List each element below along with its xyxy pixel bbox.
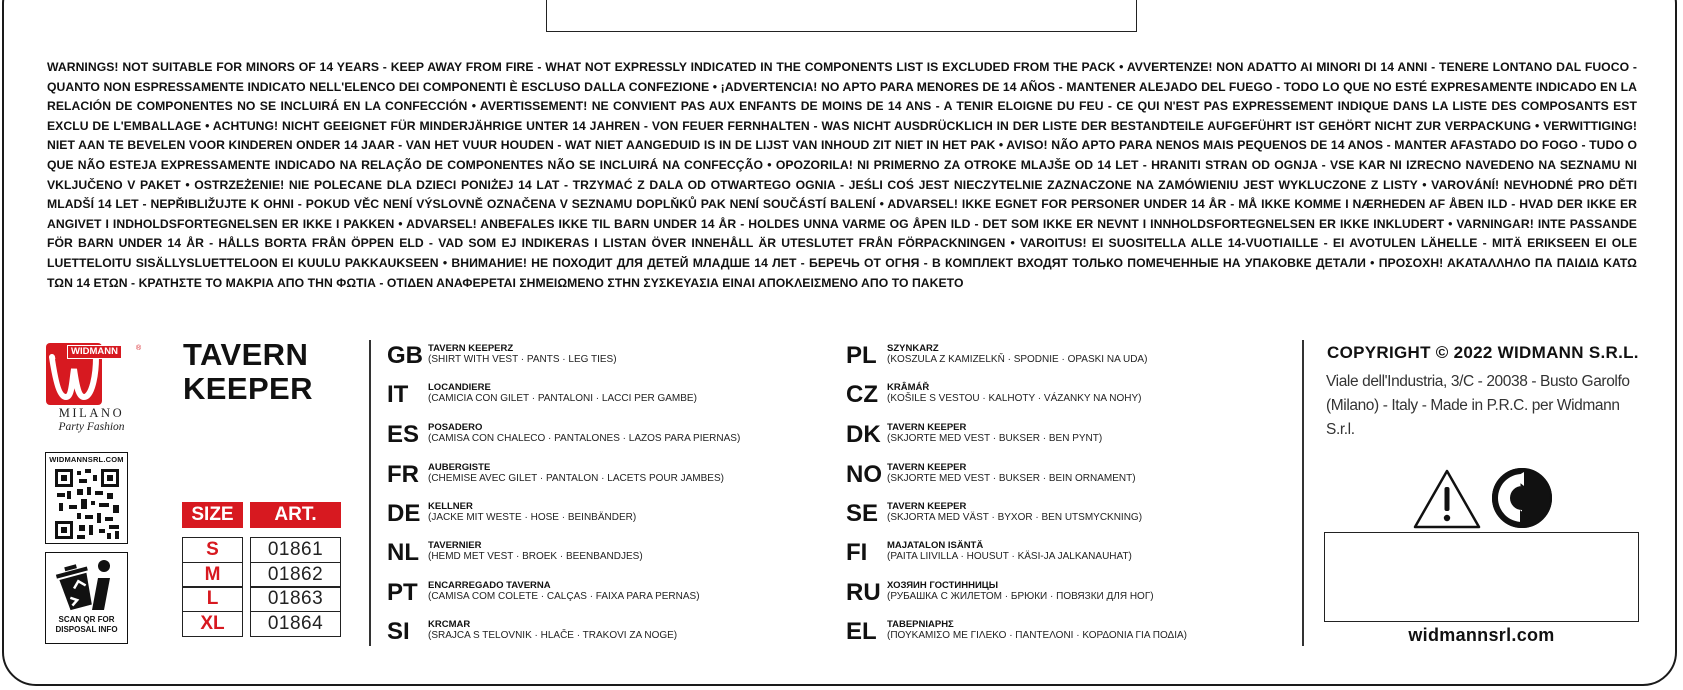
lang-desc: (CHEMISE AVEC GILET · PANTALON · LACETS POUR JAMBES) xyxy=(428,473,724,484)
top-box xyxy=(546,0,1137,32)
scan-line-1: SCAN QR FOR xyxy=(58,615,115,624)
widmann-logo xyxy=(44,343,144,435)
address-line-2: (Milano) - Italy - Made in P.R.C. per Widmann S.r.l. xyxy=(1326,397,1620,438)
lang-desc: (ΠΟΥΚΑΜΙΣΟ ΜΕ ΓΙΛΕΚΟ · ΠΑΝΤΕΛΟΝΙ · ΚΟΡΔΟΝΙΑ ΓΙΑ ΠΟΔΙΑ) xyxy=(887,630,1187,641)
lang-code: CZ xyxy=(846,381,878,408)
copyright-text: COPYRIGHT © 2022 WIDMANN S.R.L. xyxy=(1327,343,1639,362)
qr-site: WIDMANNSRL.COM xyxy=(49,455,124,464)
lang-desc: (SKJORTE MED VEST · BUKSER · BEN PYNT) xyxy=(887,433,1103,444)
lang-name: TAVERN KEEPERZ xyxy=(428,343,514,354)
size-cell: XL xyxy=(182,611,243,637)
warnings-text: WARNINGS! NOT SUITABLE FOR MINORS OF 14 YEARS - KEEP AWAY FROM FIRE - WHAT NOT EXPRESSLY INDICATED IN THE COMPONENTS LIST IS EXCLUDED FROM THE PACK • AVVERTENZE! NON ADATTO AI MINORI DI 14 ANNI - TENERE LONTANO DAL FUOCO - QUANTO NON ESPRESSAMENTE INDICATO NELL'ELENCO DEI COMPONENTI È ESCLUSO DALLA CONFEZIONE • ¡ADVERTENCIA! NO APTO PARA MENORES DE 14 AÑOS - MANTENER ALEJADO DEL FUEGO - TODO LO QUE NO ESTÉ EXPRESAMENTE INDICADO EN LA RELACIÓN DE COMPONENTES NO SE INCLUIRÁ EN LA CONFECCIÓN • AVERTISSEMENT! NE CONVIENT PAS AUX ENFANTS DE MOINS DE 14 ANS - A TENIR ELOIGNE DU FEU - CE QUI N'EST PAS EXPRESSEMENT INDIQUE DANS LA LISTE DES COMPOSANTS EST EXCLU DE L'EMBALLAGE • ACHTUNG! NICHT GEEIGNET FÜR MINDERJÄHRIGE UNTER 14 JAHREN - VON FEUER FERNHALTEN - WAS NICHT AUSDRÜCKLICH IN DER LISTE DER BESTANDTEILE AUFGEFÜHRT IST GEHÖRT NICHT ZUR VERPACKUNG • VERWITTIGING! NIET AAN TE BEVELEN VOOR KINDEREN ONDER 14 JAAR - VAN HET VUUR HOUDEN - WAT NIET AANGEDUID IS IN DE LIJST VAN INHOUD ZIT NIET IN HET PAK • AVISO! NÃO APTO PARA NENOS MAIS PEQUENOS DE 14 ANOS - MANTER AFASTADO DO FOGO - TUDO O QUE NÃO ESTEJA EXPRESSAMENTE INDICADO NA RELAÇÃO DE COMPONENTES NÃO SE INCLUIRÁ NA CONFECÇÃO • OPOZORILA! NI PRIMERNO ZA OTROKE MLAJŠE OD 14 LET - HRANITI STRAN OD OGNJA - VSE KAR NI IZRECNO NAVEDENO NA SEZNAMU NI VKLJUČENO V PAKET • OSTRZEŻENIE! NIE POLECANE DLA DZIECI PONIŻEJ 14 LAT - TRZYMAĆ Z DALA OD OTWARTEGO OGNIA - JEŚLI COŚ JEST NIECZYTELNIE ZAZNACZONE NA ZAMÓWIENIU JEST WYKLUCZONE Z LISTY • VAROVÁNÍ! NEVHODNÉ PRO DĚTI MLADŠÍ 14 LET - NEPŘIBLIŽUJTE K OHNI - POKUD VĚC NENÍ VÝSLOVNĚ OZNAČENA V SEZNAMU DOPLŇKŮ PAK NENÍ SOUČÁSTÍ BALENÍ • ADVARSEL! IKKE EGNET FOR PERSONER UNDER 14 ÅR - MÅ IKKE KOMME I NÆRHEDEN AF ÅBEN ILD - HVAD DER IKKE ER ANGIVET I INDHOLDSFORTEGNELSEN ER IKKE I PAKKEN • ADVARSEL! ANBEFALES IKKE TIL BARN UNDER 14 ÅR - HOLDES UNNA VARME OG ÅPEN ILD - DET SOM IKKE ER NEVNT I INNHOLDSFORTEGNELSEN ER IKKE INKLUDERT • VARNINGAR! INTE PASSANDE FÖR BARN UNDER 14 ÅR - HÅLLS BORTA FRÅN ÖPPEN ELD - VAD SOM EJ INDIKERAS I LISTAN ÖVER INNEHÅLL ÄR UTESLUTET FRÅN FÖRPACKNINGEN • VAROITUS! EI SUOSITELLA ALLE 14-VUOTIAILLE - EI AVOTULEN LÄHELLE - MITÄ ERIKSEEN EI OLE LUETTELOITU SISÄLLYSLUETTELOON EI KUULU PAKKAUKSEEN • ВНИМАНИЕ! НЕ ПОХОДИТ ДЛЯ ДЕТЕЙ МЛАДШЕ 14 ЛЕТ - БЕРЕЧЬ ОТ ОГНЯ - В КОМПЛЕКТ ВХОДЯТ ТОЛЬКО ПОМЕЧЕННЫЕ НА УПАКОВКЕ ДЕТАЛИ • ΠΡΟΣΟΧΗ! ΑΚΑΤΑΛΛΗΛΟ ΠΑ ΠΑΙΔΙΔ ΚΑΤΩ ΤΩΝ 14 ΕΤΩΝ - ΚΡΑΤΗΣΤΕ ΤΟ ΜΑΚΡΙΑ ΑΠΟ ΤΗΝ ΦΩΤΙΑ - ΟΤΙΔΕΝ ΑΝΑΦΕΡΕΤΑΙ ΣΗΜΕΙΩΜΕΝΟ ΣΤΗΝ ΣΥΣΚΕΥΑΣΙΑ ΕΙΝΑΙ ΑΠΟΚΛΕΙΣΜΕΝΟ ΑΠΟ ΤΟ ΠΑΚΕΤΟ xyxy=(47,60,1637,290)
lang-name: LOCANDIERE xyxy=(428,382,491,393)
lang-desc: (PAITA LIIVILLA · HOUSUT · KÄSI-JA JALKANAUHAT) xyxy=(887,551,1132,562)
qr-code-icon xyxy=(55,469,119,539)
product-title xyxy=(183,338,343,406)
lang-code: FI xyxy=(846,539,868,566)
lang-code: RU xyxy=(846,579,881,606)
lang-code: NL xyxy=(387,539,419,566)
divider-right xyxy=(1302,340,1304,646)
size-cell: S xyxy=(182,537,243,563)
lang-name: MAJATALON ISÄNTÄ xyxy=(887,540,984,551)
size-header: SIZE xyxy=(182,502,243,528)
lang-desc: (SKJORTE MED VEST · BUKSER · BEIN ORNAMENT) xyxy=(887,473,1136,484)
lang-code: SE xyxy=(846,500,879,527)
logo-brand: WIDMANN xyxy=(67,345,122,359)
logo-city: MILANO xyxy=(58,406,125,420)
lang-name: TAVERN KEEPER xyxy=(887,422,967,433)
product-title-line-1: TAVERN xyxy=(183,337,309,372)
lang-code: SI xyxy=(387,618,410,645)
lang-name: ΤΑΒΕΡΝΙΑΡΗΣ xyxy=(887,619,954,630)
lang-name: KRÂMÁŘ xyxy=(887,382,930,393)
blank-box xyxy=(1324,532,1639,622)
warning-triangle-icon xyxy=(1412,468,1482,530)
lang-name: ENCARREGADO TAVERNA xyxy=(428,580,551,591)
art-cell: 01861 xyxy=(250,537,341,563)
green-dot-recycle-icon xyxy=(1490,466,1554,530)
disposal-bin-icon xyxy=(54,556,120,614)
size-cell: L xyxy=(182,586,243,612)
lang-code: DE xyxy=(387,500,421,527)
lang-desc: (CAMISA COM COLETE · CALÇAS · FAIXA PARA PERNAS) xyxy=(428,591,700,602)
lang-desc: (SKJORTA MED VÄST · BYXOR · BEN UTSMYCKNING) xyxy=(887,512,1143,523)
lang-name: SZYNKARZ xyxy=(887,343,939,354)
lang-desc: (KOŠILE S VESTOU · KALHOTY · VÁZANKY NA NOHY) xyxy=(887,393,1142,404)
lang-code: IT xyxy=(387,381,409,408)
lang-code: NO xyxy=(846,461,882,488)
lang-name: KELLNER xyxy=(428,501,473,512)
disposal-info-block xyxy=(45,552,128,644)
lang-desc: (CAMICIA CON GILET · PANTALONI · LACCI PER GAMBE) xyxy=(428,393,697,404)
lang-code: FR xyxy=(387,461,419,488)
website-text: widmannsrl.com xyxy=(1408,625,1555,645)
lang-code: DK xyxy=(846,421,881,448)
lang-desc: (HEMD MET VEST · BROEK · BEENBANDJES) xyxy=(428,551,643,562)
lang-name: AUBERGISTE xyxy=(428,462,491,473)
divider-left xyxy=(369,340,371,646)
lang-name: TAVERN KEEPER xyxy=(887,462,967,473)
scan-line-2: DISPOSAL INFO xyxy=(55,625,118,634)
lang-name: TAVERN KEEPER xyxy=(887,501,967,512)
lang-code: GB xyxy=(387,342,423,369)
lang-desc: (SRAJCA S TELOVNIK · HLAČE · TRAKOVI ZA NOGE) xyxy=(428,630,678,641)
art-cell: 01862 xyxy=(250,562,341,588)
art-cell: 01864 xyxy=(250,611,341,637)
lang-desc: (KOSZULA Z KAMIZELKŇ · SPODNIE · OPASKI NA UDA) xyxy=(887,354,1148,365)
lang-desc: (SHIRT WITH VEST · PANTS · LEG TIES) xyxy=(428,354,617,365)
scan-text xyxy=(46,615,127,635)
lang-code: PL xyxy=(846,342,877,369)
lang-name: ХОЗЯИН ГОСТИННИЦЫ xyxy=(887,580,999,591)
art-cell: 01863 xyxy=(250,586,341,612)
address-line-1: Viale dell'Industria, 3/C - 20038 - Busto Garolfo xyxy=(1326,373,1630,390)
art-header: ART. xyxy=(250,502,341,528)
lang-code: PT xyxy=(387,579,418,606)
lang-desc: (JACKE MIT WESTE · HOSE · BEINBÄNDER) xyxy=(428,512,637,523)
lang-name: KRCMAR xyxy=(428,619,471,630)
qr-block xyxy=(45,452,128,544)
lang-desc: (РУБАШКА С ЖИЛЕТОМ · БРЮКИ · ПОВЯЗКИ ДЛЯ НОГ) xyxy=(887,591,1154,602)
lang-code: EL xyxy=(846,618,877,645)
lang-code: ES xyxy=(387,421,420,448)
company-address xyxy=(1326,370,1638,442)
product-title-line-2: KEEPER xyxy=(183,371,313,406)
lang-desc: (CAMISA CON CHALECO · PANTALONES · LAZOS PARA PIERNAS) xyxy=(428,433,741,444)
logo-tagline: Party Fashion xyxy=(58,421,125,433)
size-cell: M xyxy=(182,562,243,588)
lang-name: TAVERNIER xyxy=(428,540,482,551)
logo-reg: ® xyxy=(136,345,142,352)
lang-name: POSADERO xyxy=(428,422,483,433)
